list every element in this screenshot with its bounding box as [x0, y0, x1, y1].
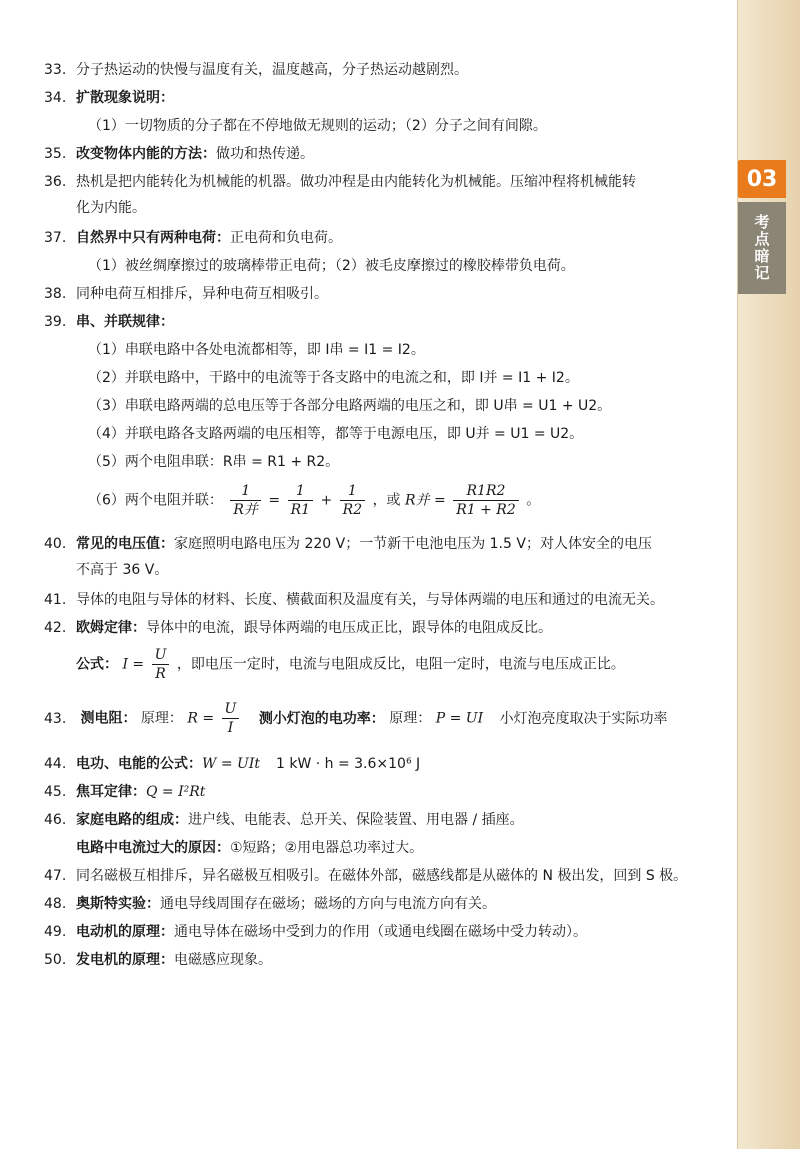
- item-39-s5: （5）两个电阻串联：R串 = R1 + R2。: [88, 454, 340, 470]
- item-36: 36. 热机是把内能转化为机械能的机器。做功冲程是由内能转化为机械能。压缩冲程将机械能转: [44, 174, 636, 190]
- item-43: 43. 测电阻： 原理： R = $\frac{U}{I}$ 测小灯泡的电功率： 原理： P = UI 小灯泡亮度取决于实际功率: [44, 701, 668, 736]
- item-42: 42. 欧姆定律：导体中的电流，跟导体两端的电压成正比，跟导体的电阻成反比。: [44, 620, 552, 636]
- item-34: 34. 扩散现象说明：: [44, 90, 174, 106]
- frac-u-i: $\frac{U}{I}$: [222, 700, 240, 737]
- item-37: 37. 自然界中只有两种电荷：正电荷和负电荷。: [44, 230, 342, 246]
- item-42-formula: 公式： I = $\frac{U}{R}$ ，即电压一定时，电流与电阻成反比，电阻一定时，电流与电压成正比。: [76, 647, 625, 682]
- item-39-s1: （1）串联电路中各处电流都相等，即 I串 = I1 = I2。: [88, 342, 425, 358]
- item-36-cont: 化为内能。: [76, 200, 146, 216]
- item-39-s6: （6）两个电阻并联： $\frac{1}{\text{R并}}$ = $\frac{1}{R1}$ + $\frac{1}{R2}$ ，或 R并 = $\frac{R1R2}{R1 + R2}$ 。: [88, 483, 541, 518]
- item-46: 46. 家庭电路的组成：进户线、电能表、总开关、保险装置、用电器 / 插座。: [44, 812, 524, 828]
- item-33: 33. 分子热运动的快慢与温度有关，温度越高，分子热运动越剧烈。: [44, 62, 468, 78]
- item-47: 47. 同名磁极互相排斥，异名磁极互相吸引。在磁体外部，磁感线都是从磁体的 N 极出发，回到 S 极。: [44, 868, 688, 884]
- item-40-cont: 不高于 36 V。: [76, 562, 169, 578]
- item-45: 45. 焦耳定律：Q = I²Rt: [44, 784, 206, 800]
- item-34-sub: （1）一切物质的分子都在不停地做无规则的运动；（2）分子之间有间隙。: [88, 118, 547, 134]
- item-39: 39. 串、并联规律：: [44, 314, 174, 330]
- frac-u-r: $\frac{U}{R}$: [152, 646, 170, 683]
- item-37-sub: （1）被丝绸摩擦过的玻璃棒带正电荷；（2）被毛皮摩擦过的橡胶棒带负电荷。: [88, 258, 575, 274]
- item-39-s4: （4）并联电路各支路两端的电压相等，都等于电源电压，即 U并 = U1 = U2。: [88, 426, 584, 442]
- item-41: 41. 导体的电阻与导体的材料、长度、横截面积及温度有关，与导体两端的电压和通过的电流无关。: [44, 592, 664, 608]
- item-50: 50. 发电机的原理：电磁感应现象。: [44, 952, 272, 968]
- frac-1-r1: $\frac{1}{R1}$: [288, 482, 313, 519]
- item-38: 38. 同种电荷互相排斥，异种电荷互相吸引。: [44, 286, 328, 302]
- item-39-s3: （3）串联电路两端的总电压等于各部分电路两端的电压之和，即 U串 = U1 + U2。: [88, 398, 612, 414]
- chapter-label: 考点暗记: [738, 202, 786, 294]
- item-46-cont: 电路中电流过大的原因：①短路；②用电器总功率过大。: [76, 840, 424, 856]
- item-49: 49. 电动机的原理：通电导体在磁场中受到力的作用（或通电线圈在磁场中受力转动）。: [44, 924, 587, 940]
- item-40: 40. 常见的电压值：家庭照明电路电压为 220 V；一节新干电池电压为 1.5 V；对人体安全的电压: [44, 536, 652, 552]
- chapter-number: 03: [738, 160, 786, 198]
- item-39-s2: （2）并联电路中，干路中的电流等于各支路中的电流之和，即 I并 = I1 + I2。: [88, 370, 579, 386]
- frac-1-rpar: $\frac{1}{\text{R并}}$: [230, 482, 261, 519]
- chapter-side-tab: [737, 0, 800, 1149]
- frac-r1r2: $\frac{R1R2}{R1 + R2}$: [453, 482, 519, 519]
- item-48: 48. 奥斯特实验：通电导线周围存在磁场；磁场的方向与电流方向有关。: [44, 896, 496, 912]
- item-44: 44. 电功、电能的公式：W = UIt 1 kW · h = 3.6×10⁶ J: [44, 756, 421, 772]
- frac-1-r2: $\frac{1}{R2}$: [340, 482, 365, 519]
- item-35: 35. 改变物体内能的方法：做功和热传递。: [44, 146, 314, 162]
